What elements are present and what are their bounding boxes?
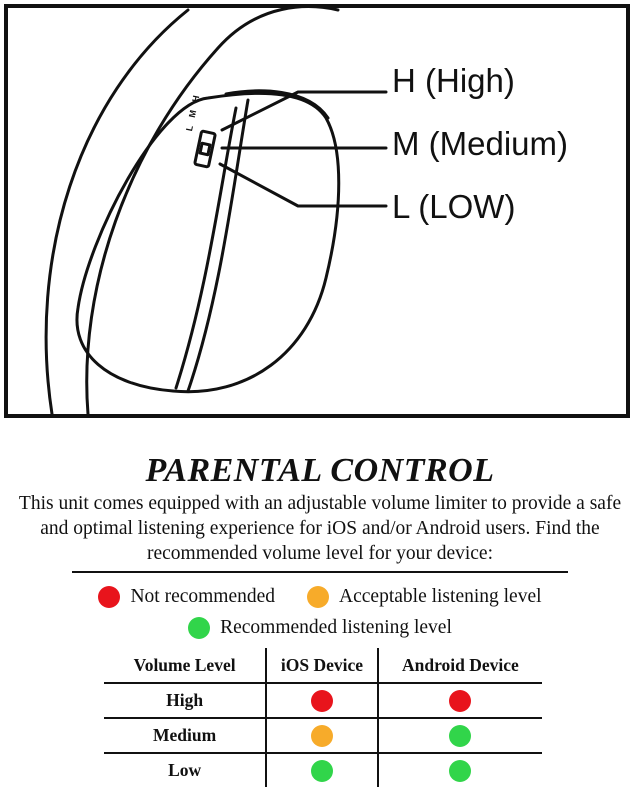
cell-android — [378, 718, 542, 753]
legend-label: Not recommended — [130, 586, 276, 607]
switch-letter-m: M — [186, 106, 199, 119]
legend-recommended — [188, 617, 452, 639]
ear-cup-inner — [176, 108, 236, 388]
headphone-ear-cup-drawing — [8, 8, 626, 414]
header-ios-device: iOS Device — [266, 648, 378, 683]
volume-table — [104, 648, 542, 787]
cell-ios — [266, 753, 378, 787]
page-title: PARENTAL CONTROL — [145, 452, 495, 489]
cell-ios — [266, 683, 378, 718]
status-dot-icon — [311, 690, 333, 712]
table-header-row — [104, 648, 542, 683]
legend-row-2 — [0, 617, 640, 639]
row-label-high: High — [104, 683, 266, 718]
table-row — [104, 753, 542, 787]
status-dot-icon — [311, 760, 333, 782]
legend-acceptable — [307, 586, 542, 608]
headphone-illustration — [4, 4, 630, 418]
intro-text: This unit comes equipped with an adjustable volume limiter to provide a safe and optimal listening experience for iOS and/or Android users. Find the recommended volume level for your device: — [18, 493, 622, 564]
headband-inner — [87, 8, 338, 414]
legend-label: Recommended listening level — [220, 617, 452, 638]
row-label-medium: Medium — [104, 718, 266, 753]
status-dot-icon — [311, 725, 333, 747]
divider — [72, 571, 568, 573]
row-label-low: Low — [168, 760, 202, 780]
cell-android — [378, 683, 542, 718]
cell-ios — [266, 718, 378, 753]
leader-line-low — [220, 164, 386, 206]
volume-switch — [195, 131, 216, 167]
status-dot-icon — [449, 690, 471, 712]
switch-letter-l: L — [184, 121, 196, 133]
legend-label: Acceptable listening level — [339, 586, 542, 607]
legend-row-1 — [0, 586, 640, 608]
switch-letter-h: H — [190, 91, 202, 103]
ear-cup-outer — [77, 93, 339, 391]
legend-not-recommended — [98, 586, 275, 608]
green-dot-icon — [188, 617, 210, 639]
yellow-dot-icon — [307, 586, 329, 608]
table-row — [104, 718, 542, 753]
header-android-device: Android Device — [378, 648, 542, 683]
volume-switch-knob — [200, 143, 210, 154]
red-dot-icon — [98, 586, 120, 608]
status-dot-icon — [449, 760, 471, 782]
callout-medium: M (Medium) — [392, 125, 569, 162]
table-row — [104, 683, 542, 718]
status-dot-icon — [449, 725, 471, 747]
headband-outer — [46, 10, 188, 414]
callout-low: L (LOW) — [392, 188, 516, 225]
ear-cup-inner-2 — [188, 100, 248, 391]
callout-high: H (High) — [392, 62, 515, 99]
cell-android — [378, 753, 542, 787]
header-volume-level: Volume Level — [104, 648, 266, 683]
